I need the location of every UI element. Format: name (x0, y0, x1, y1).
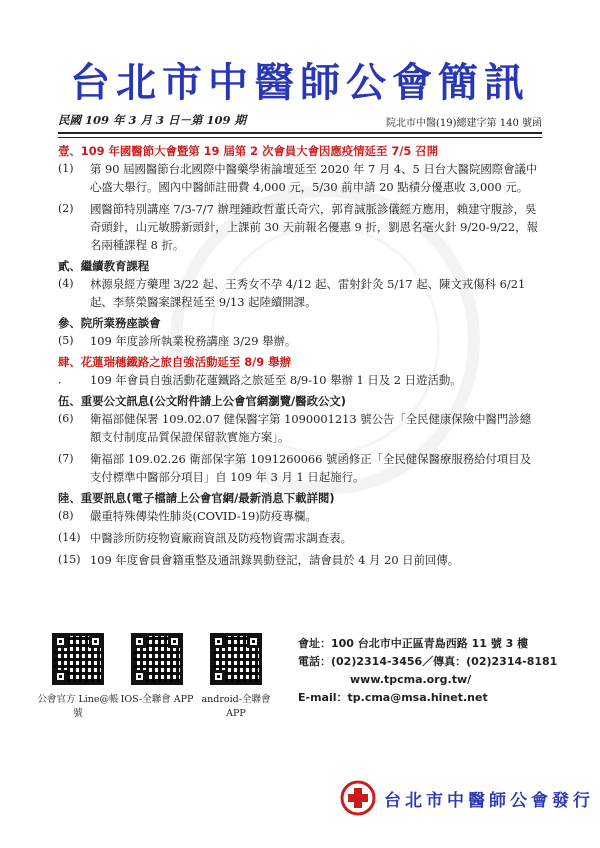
item-number: (8) (58, 509, 74, 522)
news-item (58, 529, 542, 547)
item-text: 第 90 屆國醫節台北國際中醫藥學術論壇延至 2020 年 7 月 4、5 日台大醫院國際會議中心盛大舉行。國內中醫師註冊費 4,000 元，5/30 前申請 20 點積分優惠收 3,000 元。 (90, 162, 538, 194)
item-number: ． (58, 373, 69, 386)
item-text: 109 年度會員會籍重整及通訊錄異動登記，請會員於 4 月 20 日前回傳。 (90, 553, 460, 567)
qr-line (37, 633, 119, 721)
divider-thin (58, 137, 542, 138)
section-heading: 參、院所業務座談會 (58, 316, 161, 330)
address: 會址：100 台北市中正區青島西路 11 號 3 樓 (298, 637, 529, 650)
footer (340, 778, 594, 818)
item-number: (2) (58, 202, 74, 215)
item-number: (7) (58, 452, 74, 465)
section-heading: 貳、繼續教育課程 (58, 259, 150, 273)
item-number: (5) (58, 334, 74, 347)
issue-row (58, 112, 542, 130)
news-item (58, 507, 542, 525)
email[interactable]: E-mail：tp.cma@msa.hinet.net (298, 691, 488, 704)
section-heading: 肆、花蓮瑞穗鐵路之旅自強活動延至 8/9 舉辦 (58, 355, 291, 369)
item-text: 衛福部 109.02.26 衛部保字第 1091260066 號函修正「全民健保醫療服務給付項目及支付標準中醫部分項目」自 109 年 3 月 1 日起施行。 (90, 452, 532, 484)
qr-code-icon (210, 633, 262, 685)
item-text: 林源泉經方藥理 3/22 起、王秀女不孕 4/12 起、雷射針灸 5/17 起、陳文戎傷科 6/21 起、李蔡榮醫案課程延至 9/13 起陸續開課。 (90, 277, 526, 309)
contact-info (298, 635, 598, 707)
qr-caption: IOS-全聯會 APP (120, 694, 194, 705)
license-number: 院北市中醫(19)總建字第 140 號函 (386, 118, 542, 129)
section-heading: 伍、重要公文訊息(公文附件請上公會官網瀏覽/醫政公文) (58, 394, 346, 408)
phone-fax: 電話：(02)2314-3456／傳真：(02)2314-8181 (298, 655, 558, 668)
divider-thick (58, 132, 542, 134)
news-item (58, 371, 542, 389)
qr-ios (120, 633, 194, 707)
item-number: (6) (58, 412, 74, 425)
item-number: (1) (58, 162, 74, 175)
item-text: 中醫診所防疫物資廠商資訊及防疫物資需求調查表。 (90, 531, 352, 545)
news-item (58, 450, 542, 486)
qr-caption: android-全聯會 APP (201, 694, 271, 719)
item-text: 嚴重特殊傳染性肺炎(COVID-19)防疫專欄。 (90, 509, 317, 523)
item-text: 衛福部健保署 109.02.07 健保醫字第 1090001213 號公告「全民健康保險中醫門診總額支付制度品質保證保留款實施方案」。 (90, 412, 532, 444)
news-content (58, 139, 542, 569)
publisher: 台北市中醫師公會發行 (384, 790, 594, 811)
news-item (58, 410, 542, 446)
item-text: 109 年度診所執業稅務講座 3/29 舉辦。 (90, 334, 297, 348)
website-link[interactable]: www.tpcma.org.tw/ (350, 673, 472, 686)
qr-code-icon (131, 633, 183, 685)
qr-android (201, 633, 271, 721)
news-item (58, 332, 542, 350)
section-heading: 壹、109 年國醫節大會暨第 19 屆第 2 次會員大會因應疫情延至 7/5 召開 (58, 144, 439, 158)
item-text: 國醫節特別講座 7/3-7/7 辦理鍾政哲董氏奇穴，郭育誠脈診儀經方應用，賴建守腹診，吳奇頭針，山元敏勝新頭針，上課前 30 天前報名優惠 9 折，劉恩名毫火針 9/20-9/22，報名兩種課程 8 折。 (90, 202, 538, 252)
qr-code-icon (52, 633, 104, 685)
item-text: 109 年會員自強活動花蓮鐵路之旅延至 8/9-10 舉辦 1 日及 2 日遊活動。 (90, 373, 462, 387)
item-number: (15) (58, 553, 81, 566)
news-item (58, 551, 542, 569)
issue-date: 民國 109 年 3 月 3 日－第 109 期 (58, 113, 247, 127)
news-item (58, 275, 542, 311)
newsletter-title: 台北市中醫師公會簡訊 (70, 60, 530, 106)
item-number: (4) (58, 277, 74, 290)
news-item (58, 160, 542, 196)
item-number: (14) (58, 531, 81, 544)
section-heading: 陸、重要訊息(電子檔請上公會官網/最新消息下載詳閱) (58, 491, 335, 505)
qr-caption: 公會官方 Line@帳號 (37, 694, 119, 719)
news-item (58, 200, 542, 254)
association-logo-icon (340, 780, 376, 816)
